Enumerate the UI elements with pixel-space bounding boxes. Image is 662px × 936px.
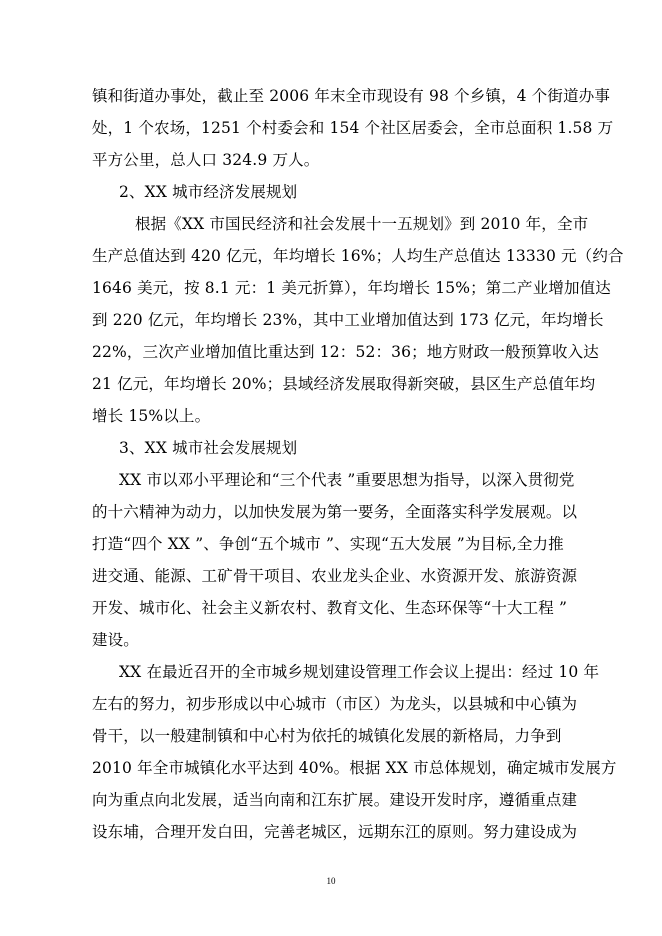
text-line: 设东埔，合理开发白田，完善老城区，远期东江的原则。努力建设成为: [92, 823, 578, 841]
page-number: 10: [326, 876, 336, 886]
text-line: 的十六精神为动力，以加快发展为第一要务，全面落实科学发展观。以: [92, 503, 578, 521]
text-line: 开发、城市化、社会主义新农村、教育文化、生态环保等“十大工程 ”: [92, 599, 568, 617]
text-line: XX 在最近召开的全市城乡规划建设管理工作会议上提出：经过 10 年: [119, 663, 600, 681]
text-line: 根据《XX 市国民经济和社会发展十一五规划》到 2010 年，全市: [135, 215, 589, 233]
text-line: 镇和街道办事处，截止至 2006 年末全市现设有 98 个乡镇，4 个街道办事: [92, 87, 611, 105]
text-line: 左右的努力，初步形成以中心城市（市区）为龙头，以县城和中心镇为: [92, 695, 578, 713]
text-line: 骨干，以一般建制镇和中心村为依托的城镇化发展的新格局，力争到: [92, 727, 562, 745]
section-heading: 3、XX 城市社会发展规划: [119, 439, 298, 457]
text-line: 到 220 亿元，年均增长 23%，其中工业增加值达到 173 亿元，年均增长: [92, 311, 604, 329]
text-line: 向为重点向北发展，适当向南和江东扩展。建设开发时序，遵循重点建: [92, 791, 578, 809]
text-line: 增长 15%以上。: [92, 407, 211, 425]
text-line: 2010 年全市城镇化水平达到 40%。根据 XX 市总体规划，确定城市发展方: [92, 759, 617, 777]
text-line: 22%，三次产业增加值比重达到 12：52：36；地方财政一般预算收入达: [92, 343, 599, 361]
text-line: 1646 美元，按 8.1 元：1 美元折算），年均增长 15%；第二产业增加值达: [92, 279, 611, 297]
section-heading: 2、XX 城市经济发展规划: [119, 183, 298, 201]
text-line: 打造“四个 XX ”、争创“五个城市 ”、实现“五大发展 ”为目标,全力推: [92, 535, 564, 553]
text-line: 处，1 个农场，1251 个村委会和 154 个社区居委会，全市总面积 1.58 万: [92, 119, 614, 137]
text-line: 生产总值达到 420 亿元，年均增长 16%；人均生产总值达 13330 元（约合: [92, 247, 624, 265]
text-line: 建设。: [92, 631, 139, 649]
text-line: 21 亿元，年均增长 20%；县域经济发展取得新突破，县区生产总值年均: [92, 375, 596, 393]
text-line: 进交通、能源、工矿骨干项目、农业龙头企业、水资源开发、旅游资源: [92, 567, 578, 585]
text-line: 平方公里，总人口 324.9 万人。: [92, 151, 320, 169]
text-line: XX 市以邓小平理论和“三个代表 ”重要思想为指导，以深入贯彻党: [119, 471, 575, 489]
